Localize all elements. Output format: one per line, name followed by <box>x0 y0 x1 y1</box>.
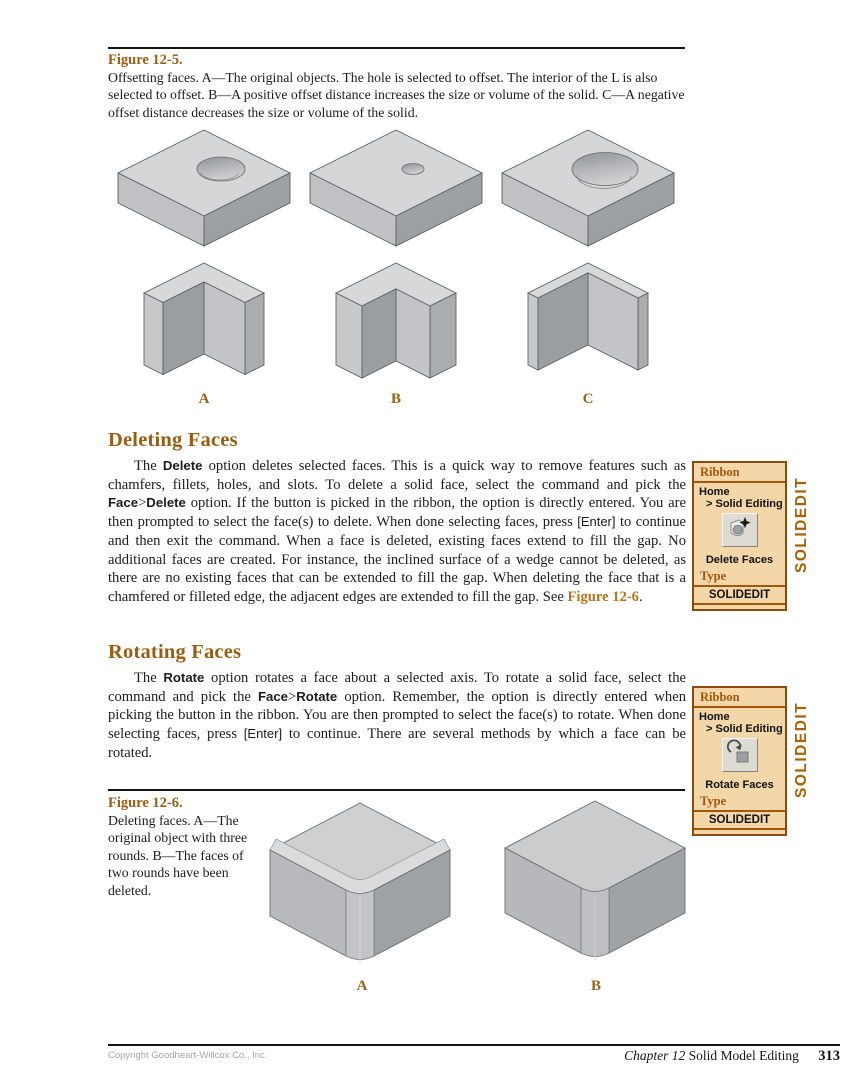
deleting-faces-paragraph: The Delete option deletes selected faces. This is a quick way to remove features such as chamfers, fillets, holes, and slots. To delete a solid face, select the command and pick the Face>Delete option. If the button is picked in the ribbon, the option is directly entered. You are then prompted to select the face(s) to delete. When done selecting faces, press [Enter] to continue and then exit the command. When a face is deleted, existing faces extend to fill the gap. No additional faces are created. For instance, the inclined surface of a wedge cannot be deleted, as there are no existing faces that can be extended to fill the gap. When deleting the face that is a chamfered or filleted edge, the adjacent edges are extended to fill the gap. See Figure 12-6. <box>108 458 686 605</box>
margin-command-label-delete: SOLIDEDIT <box>793 476 810 573</box>
footer-page-number: 313 <box>818 1048 840 1064</box>
figure6-caption: Deleting faces. A—The original object with three rounds. B—The faces of two rounds have been deleted. <box>108 813 248 898</box>
l-solid-figure-a <box>108 259 300 387</box>
command-name: SOLIDEDIT <box>694 587 785 605</box>
ribbon-button-label: Rotate Faces <box>705 779 774 791</box>
rounded-box-figure-a <box>247 795 477 975</box>
figure5-item-label-b: B <box>390 391 401 407</box>
figure6-artwork <box>247 795 707 975</box>
footer-chapter-label: Chapter 12 <box>624 1048 686 1063</box>
footer-copyright: Copyright Goodheart-Willcox Co., Inc. <box>108 1050 268 1061</box>
l-solid-figure-c <box>492 259 684 387</box>
ribbon-box-header: Ribbon <box>694 688 785 708</box>
type-header: Type <box>694 794 785 812</box>
figure5-item-label-a: A <box>198 391 210 407</box>
figure5-label: Figure 12-5. <box>108 52 183 68</box>
footer-rule <box>108 1044 840 1046</box>
margin-command-label-rotate: SOLIDEDIT <box>793 701 810 798</box>
ribbon-button-label: Delete Faces <box>705 554 774 566</box>
figure6-label: Figure 12-6. <box>108 795 183 811</box>
ribbon-tab-home: Home <box>699 486 730 498</box>
section-heading-deleting-faces: Deleting Faces <box>108 429 238 451</box>
rotating-faces-paragraph: The Rotate option rotates a face about a selected axis. To rotate a solid face, select the command and pick the Face>Rotate option. Remember, the option is directly entered when picking the button in the ribbon. You are then prompted to select the face(s) to rotate. When done selecting faces, press [Enter] to continue. There are several methods by which a face can be rotated. <box>108 670 687 761</box>
ribbon-panel-solid-editing: > Solid Editing <box>706 723 783 735</box>
figure5-item-label-c: C <box>582 391 594 407</box>
figure5-artwork <box>108 127 685 408</box>
figure6-top-rule <box>108 789 685 791</box>
l-solid-figure-b <box>300 259 492 387</box>
ribbon-reference-box-delete <box>692 461 787 611</box>
rotate-faces-icon <box>722 738 758 772</box>
plate-with-hole-figure-b <box>300 127 492 259</box>
ribbon-tab-home: Home <box>699 711 730 723</box>
rounded-box-figure-b <box>485 795 707 967</box>
type-header: Type <box>694 569 785 587</box>
footer-chapter-title: Solid Model Editing <box>688 1048 799 1063</box>
command-name: SOLIDEDIT <box>694 812 785 830</box>
figure6-item-label-a: A <box>356 978 368 994</box>
figure5-caption: Offsetting faces. A—The original objects. The hole is selected to offset. The interior of the L is also selected to offset. B—A positive offset distance increases the size or volume of the solid. C—A negative offset distance decreases the size or volume of the solid. <box>108 70 685 120</box>
ribbon-panel-solid-editing: > Solid Editing <box>706 498 783 510</box>
figure6-item-label-b: B <box>590 978 601 994</box>
plate-with-hole-figure-a <box>108 127 300 259</box>
ribbon-box-header: Ribbon <box>694 463 785 483</box>
delete-faces-icon <box>722 513 758 547</box>
footer-running-head <box>520 1048 840 1065</box>
section-heading-rotating-faces: Rotating Faces <box>108 641 242 663</box>
figure5-top-rule <box>108 47 685 49</box>
plate-with-hole-figure-c <box>492 127 684 259</box>
